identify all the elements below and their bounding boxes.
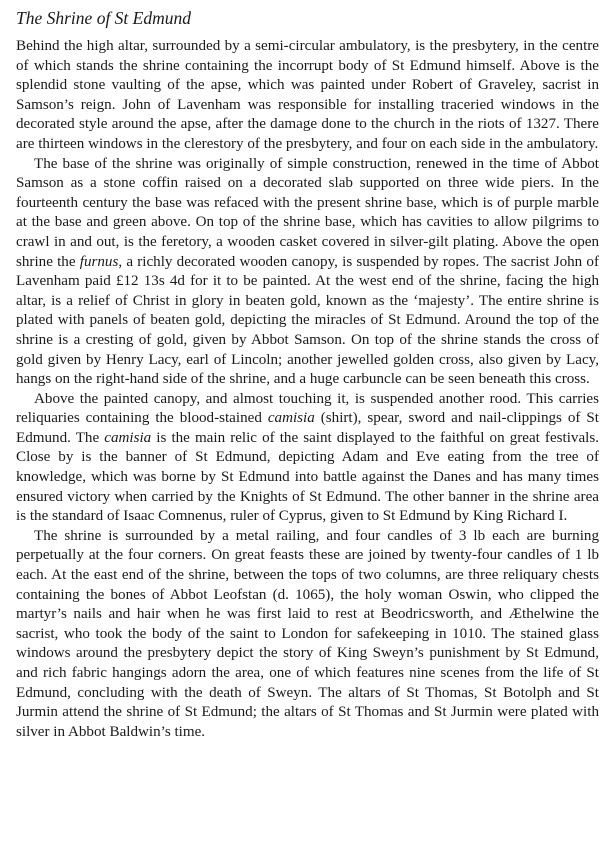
text-run: , a richly decorated wooden canopy, is suspended by ropes. The sacrist John of Lavenham paid £12 13s 4d for it to be painted. At the west end of the shrine, facing the high altar, is a relief of Christ in glory in beaten gold, known as the ‘majesty’. The entire shrine is plated with panels of beaten gold, depicting the miracles of St Edmund. Around the top of the shrine is a cresting of gold, given by Abbot Samson. On top of the shrine stands the cross of gold given by Henry Lacy, earl of Lincoln; another jewelled golden cross, also given by Lacy, hangs on the right-hand side of the shrine, and a huge carbuncle can be seen beneath this cross.	[16, 253, 599, 388]
text-run: Behind the high altar, surrounded by a semi-circular ambulatory, is the presbytery, in the centre of which stands the shrine containing the incorrupt body of St Edmund himself. Above is the splendid stone vaulting of the apse, which was painted under Robert of Graveley, sacrist in Samson’s reign. John of Lavenham was responsible for installing traceried windows in the decorated style around the apse, after the damage done to the church in the riots of 1327. There are thirteen windows in the clerestory of the presbytery, and four on each side in the ambulatory.	[16, 38, 599, 152]
paragraph	[16, 37, 599, 155]
text-run: The base of the shrine was originally of simple construction, renewed in the time of Abbot Samson as a stone coffin raised on a decorated slab supported on three wide piers. In the fourteenth century the base was refaced with the present shrine base, which is of purple marble at the base and green above. On top of the shrine base, which has cavities to allow pilgrims to crawl in and out, is the feretory, a wooden casket covered in silver-gilt plating. Above the open shrine the	[16, 155, 599, 270]
body-text	[16, 37, 599, 742]
text-run: The shrine is surrounded by a metal railing, and four candles of 3 lb each are burning perpetually at the four corners. On great feasts these are joined by twenty-four candles of 1 lb each. At the east end of the shrine, between the tops of two columns, are three reliquary chests containing the bones of Abbot Leofstan (d. 1065), the holy woman Oswin, who clipped the martyr’s nails and hair when he was first laid to rest at Beodricsworth, and Æthelwine the sacrist, who took the body of the saint to London for safekeeping in 1010. The stained glass windows around the presbytery depict the story of King Sweyn’s punishment by St Edmund, and rich fabric hangings adorn the area, one of which features nine scenes from the life of St Edmund, concluding with the death of Sweyn. The altars of St Thomas, St Botolph and St Jurmin attend the shrine of St Edmund; the altars of St Thomas and St Jurmin were plated with silver in Abbot Baldwin’s time.	[16, 527, 599, 740]
section-heading: The Shrine of St Edmund	[16, 8, 191, 28]
text-run: (shirt), spear, sword and nail-clippings of St Edmund. The	[16, 410, 599, 446]
paragraph	[16, 527, 599, 743]
italic-term: camisia	[267, 410, 315, 427]
italic-term: furnus	[79, 253, 119, 270]
italic-term: camisia	[104, 429, 152, 446]
paragraph	[16, 155, 599, 390]
document-page	[16, 7, 599, 742]
text-run: Above the painted canopy, and almost touching it, is suspended another rood. This carries reliquaries containing the blood-stained	[16, 390, 599, 427]
paragraph	[16, 390, 599, 527]
text-run: is the main relic of the saint displayed to the faithful on great festivals. Close by is the banner of St Edmund, depicting Adam and Eve eating from the tree of knowledge, which was borne by St Edmund into battle against the Danes and has many times ensured victory when carried by the Knights of St Edmund. The other banner in the shrine area is the standard of Isaac Comnenus, ruler of Cyprus, given to St Edmund by King Richard I.	[16, 429, 599, 525]
